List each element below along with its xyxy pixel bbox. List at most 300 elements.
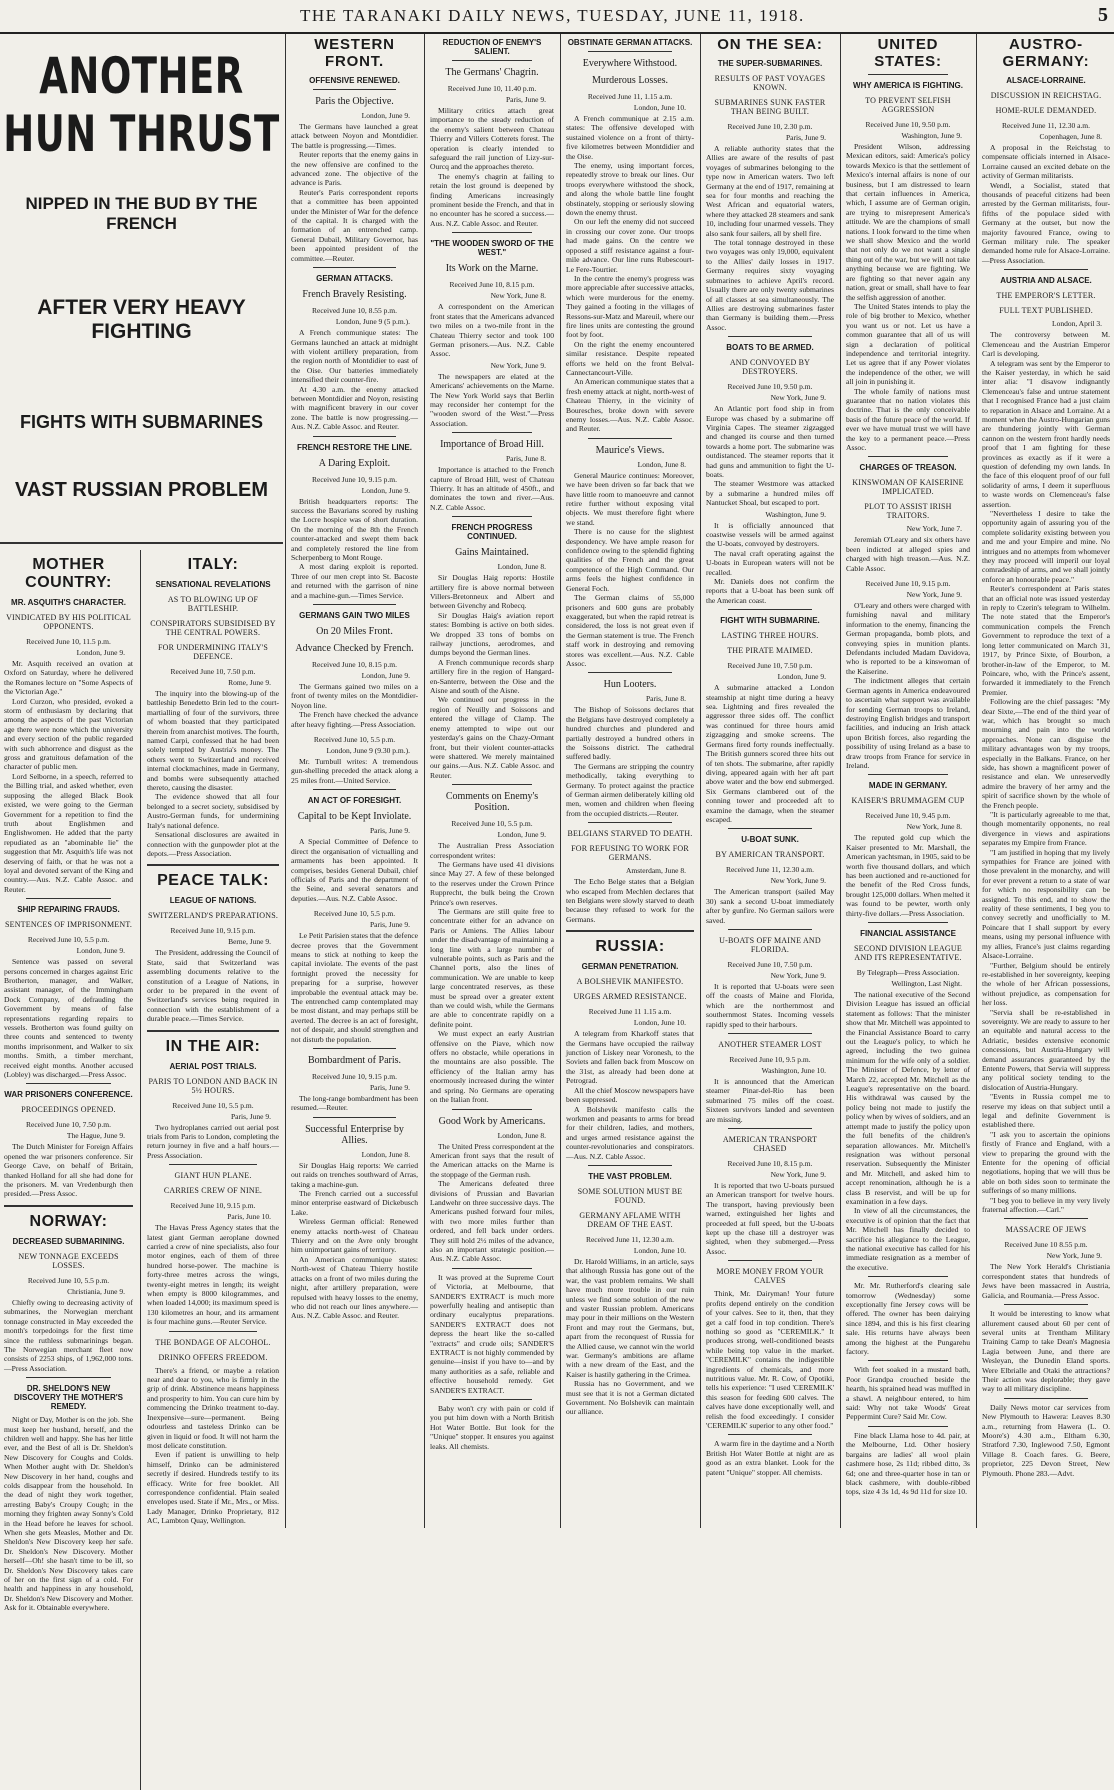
divider: [728, 1128, 812, 1129]
received-line: Received June 10, 2.30 p.m.: [727, 122, 813, 131]
article-subheading: CONSPIRATORS SUBSIDISED BY THE CENTRAL POWERS.: [150, 619, 276, 637]
column-heading: UNITED STATES:: [874, 36, 942, 70]
article-heading: U-BOAT SUNK.: [741, 835, 799, 845]
received-line: Received June 10, 5.5 p.m.: [172, 1100, 254, 1110]
article-paragraph: "Nevertheless I desire to take the opportunity again of assuring you of the complete solidarity existing between you and me and your Empire and mine. No intrigues and no attempts from whomever they may proceed will imperil our loyal comradeship of arms, and we shall jointly enforce an honourable peace.": [982, 509, 1110, 584]
article-paragraph: Reuter reports that the enemy gains in the new offensive are confined to the advanced zone. The objective of the advance is Paris.: [291, 150, 418, 188]
article-subheading: KAISER'S BRUMMAGEM CUP: [851, 796, 965, 806]
article-heading: OFFENSIVE RENEWED.: [309, 76, 400, 85]
dateline: London, June 9.: [361, 485, 410, 495]
article-subheading: URGES ARMED RESISTANCE.: [573, 992, 687, 1002]
dateline: Paris, June 8.: [646, 694, 686, 704]
dateline: The Hague, June 9.: [66, 1131, 125, 1141]
dateline: New York, June 9.: [1046, 1251, 1102, 1261]
article-paragraph: The whole family of nations must guarantee that no nation violates this doctrine. That is the only conceivable basis of the future peace of the world. If ever we have mutual trust we will have the key to a permanent peace.—Press Assoc.: [846, 386, 970, 452]
article-subheading: The Germans' Chagrin.: [445, 67, 539, 78]
article-heading: Bombardment of Paris.: [307, 1055, 402, 1066]
article-paragraph: The long-range bombardment has been resumed.—Reuter.: [291, 1094, 418, 1113]
article-heading: U-BOATS OFF MAINE AND FLORIDA.: [719, 935, 821, 954]
section-heading: MOTHER COUNTRY:: [25, 556, 112, 591]
column-heading: WESTERN FRONT.: [314, 36, 395, 70]
divider: [1004, 1218, 1088, 1219]
article-paragraph: Mr. Turnbull writes: A tremendous gun-shelling preceded the attack along a 25 miles front.—United Service.: [291, 757, 418, 785]
dateline: London, June 8.: [361, 1149, 410, 1159]
article-heading: GIANT HUN PLANE.: [174, 1171, 252, 1181]
advert-text: Fine black Llama hose to 4d. pair, at the Melbourne, Ltd. Other hosiery bargains are ladies' all wool plain cashmere hose, 2s 11d; ribbed ditto, 3s 6d; one and three-quarter hose in tan or black cashmere, with double-ribbed tops, size 4 3s 1d, 4s 9d 11d for size 10.: [846, 1430, 970, 1497]
divider: [588, 1165, 672, 1166]
article-paragraph: Sir Douglas Haig's aviation report states: Bombing is active on both sides. We dropped 33 tons of bombs on railway junctions, aerodromes, and dumps beyond the German lines.: [430, 610, 554, 658]
article-heading: Successful Enterprise by Allies.: [305, 1123, 404, 1146]
article-heading: WHY AMERICA IS FIGHTING.: [853, 81, 963, 90]
divider: [868, 456, 948, 457]
article-paragraph: At 4.30 a.m. the enemy attacked between Montdidier and Noyon, resisting with magnificent bravery in our cover zone. The battle is now progressing.—Aus. N.Z. Cable Assoc. and Reuter.: [291, 384, 418, 432]
article-paragraph: Reuter's Paris correspondent reports that a committee has been appointed under the Minister of War for the defence of the capital. It is charged with the formation of an entrenched camp. General Dubail, Military Governor, has been appointed president of the committee.—Reuter.: [291, 187, 418, 263]
masthead: [0, 0, 1114, 30]
article-paragraph: The Germans are still quite free to concentrate either for an advance on Paris or Amiens. The Allies labour under the disadvantage of maintaining a long line with a large number of vulnerable points, such as Paris and the Channel ports, also the lines of communication. We are unable to keep large concentrated reserves, as these must be spread over a greater extent than we could wish, while the Germans are able to concentrate rapidly on a definite point.: [430, 906, 554, 1029]
article-subheading: RESULTS OF PAST VOYAGES KNOWN.: [714, 74, 826, 92]
received-line: Received June 10, 5.5 p.m.: [27, 1275, 110, 1285]
column-heading: AUSTRO-GERMANY:: [1002, 36, 1090, 70]
received-line: Received June 10, 7.50 p.m.: [727, 661, 813, 671]
article-subheading: Paris the Objective.: [315, 96, 394, 107]
received-line: Received June 10, 9.50 p.m.: [865, 120, 951, 129]
received-line: Received June 10, 7.50 p.m.: [170, 667, 256, 676]
dateline: Amsterdam, June 8.: [626, 866, 686, 876]
divider: [728, 828, 812, 829]
article-heading: GERMANS GAIN TWO MILES: [299, 611, 410, 621]
article-paragraph: A reliable authority states that the Allies are aware of the results of past voyages of submarines belonging to the type now in American waters. Two left Germany at the end of 1917, remaining at sea for four months and reaching the West African and equatorial waters, where they attacked 28 steamers and sank 10, including four unarmed vessels. They also sank four sailers, all by shell fire.: [706, 144, 834, 238]
divider: [26, 1083, 111, 1084]
received-line: Received June 10, 9.5 p.m.: [729, 1055, 811, 1064]
dateline: Washington, June 9.: [765, 509, 826, 519]
dateline: London, June 8.: [637, 459, 686, 469]
divider: [1004, 1304, 1088, 1305]
section-heading: ITALY:: [187, 556, 239, 573]
newspaper-title: THE TARANAKI DAILY NEWS, TUESDAY, JUNE 11, 1918.: [300, 6, 805, 25]
section-heading: PEACE TALK:: [157, 872, 269, 890]
dateline: New York, June 8.: [490, 291, 546, 301]
received-line: Received June 11, 1.15 a.m.: [587, 92, 673, 101]
article-paragraph: A French communique at 2.15 a.m. states: The offensive developed with sustained violence on a front of thirty-five kilometres between Montdidier and the Oise.: [566, 114, 694, 161]
divider: [728, 1434, 812, 1435]
article-paragraph: The naval craft operating against the U-boats in European waters will not be recalled.: [706, 548, 834, 577]
subcolumn-left: [0, 550, 137, 1780]
column-divider: [976, 34, 977, 1528]
article-subheading: PLOT TO ASSIST IRISH TRAITORS.: [864, 502, 952, 521]
advert-text: Baby won't cry with pain or cold if you put him down with a North British Hot Water Bottle. But look for the "Unique" stopper. It ensures you against leaks. All chemists.: [430, 1404, 554, 1451]
local-notice: It would be interesting to know what allurement caused about 60 per cent of several units at Trentham Military Training Camp to take Dean's Magnesia Lagia between June, and there are Wesleyan, the Dunedin Eland sports. Were Elbrialle and Otaki the attractions? Their action was deplorable; they gave way to all military discipline.: [982, 1309, 1110, 1394]
article-paragraph: Sentence was passed on several persons concerned in charges against Eric Brotherton, manager, and Walker, assistant manager, of the Immingham Dock Company, of defrauding the Government by means of false representations regarding repairs to vessels. Brotherton was found guilty on three counts and sentenced to twenty months imprisonment, and Walker to six months. Smith, a timber merchant, received eight months. Another accused (Lobley) was discharged.—Press Assoc.: [4, 957, 133, 1080]
advert-text: A warm fire in the daytime and a North British Hot Water Bottle at night are as good as an extra blanket. Look for the patent "Unique" stopper. All chemists.: [706, 1439, 834, 1477]
article-subheading: THE PIRATE MAIMED.: [727, 646, 813, 656]
article-paragraph: Sensational disclosures are awaited in connection with the gunpowder plot at the depots.—Press Association.: [147, 830, 279, 858]
divider: [868, 774, 948, 775]
article-paragraph: The controversy between M. Clemenceau and the Austrian Emperor Carl is developing.: [982, 330, 1110, 359]
divider: [26, 1377, 111, 1378]
article-paragraph: A French communique states: The Germans launched an attack at midnight with violent artillery preparation, from the region north of Montdidier to east of the Oise. Our batteries immediately intensified their counter-fire.: [291, 328, 418, 385]
page-number: 5: [1098, 4, 1108, 26]
headline-deck: FIGHTS WITH SUBMARINES: [20, 412, 263, 432]
main-headline: ANOTHER HUN THRUST: [3, 46, 280, 164]
article-paragraph: Sir Douglas Haig reports: Hostile artillery fire is above normal between Villers-Bretonneux and Albert and between Givenchy and Robecq.: [430, 573, 554, 611]
advert-heading: MORE MONEY FROM YOUR CALVES: [716, 1267, 824, 1286]
column-divider: [700, 34, 701, 1528]
divider: [1004, 1398, 1088, 1399]
article-paragraph: A most daring exploit is reported. Three of our men crept into St. Bacoste and returned with the garrison of nine and a machine-gun.—Times Service.: [291, 562, 418, 600]
article-subheading: SOME SOLUTION MUST BE FOUND.: [577, 1186, 683, 1205]
article-heading: Importance of Broad Hill.: [440, 439, 544, 451]
dateline: Paris, June 9.: [231, 1111, 271, 1121]
article-subheading: PROCEEDINGS OPENED.: [21, 1105, 116, 1115]
article-paragraph: A Bolshevik manifesto calls the workmen and peasants to arms for bread for their children, ladies, and mothers, and urges armed resistance against the counter-revolutionaries and conspirators.—Aus. N.Z. Cable Assoc.: [566, 1104, 694, 1161]
column-divider: [424, 34, 425, 1528]
received-line: Received June 10, 9.15 p.m.: [170, 926, 256, 936]
article-heading: AUSTRIA AND ALSACE.: [1000, 276, 1092, 286]
article-heading: WAR PRISONERS CONFERENCE.: [4, 1090, 133, 1100]
dateline: London, June 9 (9.30 p.m.).: [326, 746, 410, 756]
advert-text: With feet soaked in a mustard bath, Poor Grandpa crouched beside the hearth, his sprained head was muffled in a shawl. A neighbour entered, to him said: Why not take Woods' Great Peppermint Cure? Said Mr. Cow.: [846, 1365, 970, 1422]
article-heading: Hun Looters.: [603, 679, 657, 691]
column-divider: [285, 34, 286, 1528]
column-6: [842, 36, 974, 1526]
article-subheading: Advance Checked by French.: [295, 643, 414, 655]
article-paragraph: Mr. Daniels does not confirm the reports that a U-boat has been sunk off the American coast.: [706, 577, 834, 605]
received-line: Received June 10, 9.15 p.m.: [312, 474, 397, 484]
article-paragraph: The total tonnage destroyed in these two voyages was only 19,000, equivalent to the Allies' daily losses in 1917. Germany requires sixty voyaging submarines to achieve April's record. Usually there are only twenty submarines of all classes at sea simultaneously. The Allies are destroying submarines faster than Germany is building them.—Press Assoc.: [706, 238, 834, 332]
column-1: [0, 36, 283, 1613]
article-subheading: FOR UNDERMINING ITALY'S DEFENCE.: [158, 643, 268, 661]
article-paragraph: The French have checked the advance after heavy fighting.—Press Association.: [291, 710, 418, 729]
article-paragraph: Chiefly owing to decreasing activity of submarines, the Norwegian merchant tonnage constructed in May exceeded the month's torpedoings for the first time since the ruthless submarinings began. The Norwegian merchant fleet now consists of 2253 ships, of 1,962,000 tons.—Press Association.: [4, 1297, 133, 1373]
article-subheading: LASTING THREE HOURS.: [721, 631, 819, 641]
section-heading: RUSSIA:: [595, 938, 665, 956]
divider: [147, 1030, 279, 1032]
article-subheading: TO PREVENT SELFISH AGGRESSION: [865, 96, 951, 114]
divider: [313, 436, 396, 437]
article-paragraph: The Dutch Minister for Foreign Affairs opened the war prisoners conference. Sir George Cave, on behalf of Britain, thanked Holland for all she had done for the prisoners. M. van Vredenburgh then presided.—Press Assoc.: [4, 1142, 133, 1199]
article-paragraph: Military critics attach great importance to the steady reduction of the enemy's salient between Chateau Thierry and Villers Cotterets forest. The operation is clearly intended to safeguard the rail junction of Lizy-sur-Ourcq and the approaches thereto.: [430, 106, 554, 172]
article-paragraph: "I beg you to believe in my very lively fraternal affection.—Carl.": [982, 1195, 1110, 1215]
dateline: Paris, June 9.: [370, 826, 410, 836]
received-line: Received June 10, 11.5 p.m.: [26, 637, 111, 646]
article-paragraph: Russia has no Government, and we must see that it is not a German dictated Government. No Bolshevik can maintain our alliance.: [566, 1379, 694, 1417]
article-heading: MASSACRE OF JEWS: [1005, 1225, 1087, 1235]
article-paragraph: The enemy's chagrin at failing to retain the lost ground is deepened by finding Americans increasingly prominent beside the French, and that in no encounter has he scored a success.—Aus. N.Z. Cable Assoc. and Reuter.: [430, 171, 554, 228]
article-heading: FRENCH PROGRESS CONTINUED.: [451, 523, 533, 542]
article-paragraph: General Maurice continues: Moreover, we have been driven so far back that we have little room to manoeuvre and cannot retire further without exposing vital objects. We must therefore fight where we stand.: [566, 470, 694, 527]
dateline: Paris, June 9.: [370, 920, 410, 930]
advert-heading: THE BONDAGE OF ALCOHOL.: [155, 1337, 271, 1347]
advert-subheading: DRINKO OFFERS FREEDOM.: [158, 1352, 268, 1362]
dateline: London, June 10.: [633, 1245, 686, 1255]
article-heading: FRENCH RESTORE THE LINE.: [297, 442, 412, 452]
article-paragraph: The inquiry into the blowing-up of the battleship Benedetto Brin led to the court-martialling of four of the survivors, three of whom boasted that they participated therein from anarchist motives. The fourth, named Carpi, confessed that he had been solely tempted by Austria's money. The others went to Switzerland and received internal clockmachines, made in Germany, and bombs were subsequently attached thereto, causing the disaster.: [147, 689, 279, 793]
divider: [313, 1117, 396, 1118]
received-line: Received June 11, 12.30 a.m.: [1001, 121, 1091, 130]
received-line: Received June 10, 5.5 p.m.: [27, 935, 110, 945]
divider: [868, 1426, 948, 1427]
dateline: Berne, June 9.: [228, 937, 271, 947]
byline: By Telegraph—Press Association.: [856, 968, 960, 977]
article-paragraph: The newspapers are elated at the Americans' achievements on the Marne. The New York World says that Berlin may reconsider her contempt for the "wooden sword of the West."—Press Association.: [430, 371, 554, 428]
article-paragraph: The Germans have used 41 divisions since May 27. A few of these belonged to the reserves under the Crown Prince Rupprecht, the bulk being the Crown Prince's own reserves.: [430, 859, 554, 907]
article-heading: THE VAST PROBLEM.: [588, 1171, 672, 1181]
headline-deck: VAST RUSSIAN PROBLEM: [15, 479, 268, 501]
column-divider: [560, 34, 561, 1528]
article-heading: LEAGUE OF NATIONS.: [169, 896, 257, 906]
article-subheading: SECOND DIVISION LEAGUE AND ITS REPRESENTATIVE.: [854, 944, 962, 962]
dateline: London, June 8.: [497, 1130, 546, 1140]
advert-text: Think, Mr. Dairyman! Your future profits depend entirely on the condition of your calves. See to it, then, that they get a calf food in top condition. There's nothing so good as "CEREMILK." It produces strong, well-conditioned beasts while being top value in the market. "CEREMILK" contains the indigestible ingredients of chemicals, and more nutritious value. Mr. R. Cow, of Opotiki, tells his experience: "I used 'CEREMILK' this season for feeding 600 calves. The calves have done exceptionally well, and relish the food exceedingly. I consider 'CEREMILK' superior to any other food.": [706, 1289, 834, 1430]
received-line: Received June 11, 12.30 a.m.: [725, 865, 815, 875]
divider: [313, 267, 396, 268]
article-paragraph: An American communique states that a fresh enemy attack at night, north-west of Chateau Thierry, in the vicinity of Bouresches, broke down with severe enemy losses.—Aus. N.Z. Cable Assoc. and Reuter.: [566, 377, 694, 434]
dateline: London, June 9.: [777, 672, 826, 682]
divider: [147, 864, 279, 866]
article-heading: GERMAN ATTACKS.: [316, 274, 393, 284]
article-subheading: A BOLSHEVIK MANIFESTO.: [576, 977, 684, 987]
divider: [452, 1109, 532, 1110]
received-line: Received June 11 1.15 a.m.: [588, 1007, 672, 1017]
article-heading: THE SUPER-SUBMARINES.: [717, 59, 823, 68]
article-heading: OBSTINATE GERMAN ATTACKS.: [567, 38, 693, 47]
article-paragraph: In the centre the enemy's progress was more appreciable after successive attacks, which were murderous for the enemy. They gained a footing in the villages of Ressons-sur-Matz and Mareuil, where our fire lines units are contesting the ground foot by foot.: [566, 273, 694, 340]
article-paragraph: It is announced that the American steamer Pinar-del-Rio has been submarined 75 miles off the coast. Sixteen survivors landed and seventeen are missing.: [706, 1077, 834, 1124]
divider: [1004, 269, 1088, 270]
article-subheading: Capital to be Kept Inviolate.: [297, 811, 412, 823]
divider: [868, 1276, 948, 1277]
article-subheading: FOR REFUSING TO WORK FOR GERMANS.: [571, 844, 689, 863]
advert-text: Daily News motor car services from New Plymouth to Hawera: Leaves 8.30 a.m., returning from Hawera (L. O. Moore's) 4.30 a.m., Eltham 6.30, Stratford 7.30, Inglewood 7.50, Egmont Village 8. Coach fares. G. Beere, proprietor, 225 Devon Street, New Plymouth. Phone 283.—Advt.: [982, 1402, 1110, 1478]
divider: [452, 232, 532, 233]
divider: [588, 438, 672, 439]
dateline: Wellington, Last Night.: [891, 979, 962, 988]
dateline: Washington, June 9.: [901, 131, 962, 140]
article-paragraph: Wendl, a Socialist, stated that thousands of peaceful citizens had been arrested by the German militarists, four-fifths of the populace sided with Germany at the outset, but now the majority favoured France, owing to German military rule. The speaker demanded home rule for Alsace-Lorraine.—Press Association.: [982, 180, 1110, 265]
article-paragraph: The Australian Press Association correspondent writes:: [430, 841, 554, 860]
article-paragraph: The Havas Press Agency states that the latest giant German aeroplane downed carried a crew of nine specialists, also four motor engines, each of them of three hundred horse-power. The machine is forty-three metres across the wings, twenty-eight metres in length; its weight when empty is 8000 kilogrammes, and when loaded 14,000; its maximum speed is 130 kilometres an hour, and its armament is four machine guns.—Reuter Service.: [147, 1223, 279, 1327]
dateline: London, June 8.: [497, 562, 546, 572]
dateline: New York, June 8.: [906, 822, 962, 832]
article-heading: SENSATIONAL REVELATIONS: [155, 580, 271, 589]
column-5: [702, 36, 838, 1526]
dateline: London, June 9.: [497, 830, 546, 840]
article-heading: AERIAL POST TRIALS.: [169, 1061, 257, 1071]
article-paragraph: Dr. Harold Williams, in an article, says that although Russia has gone out of the war, the vast problem remains. We shall have much more trouble in our ruin unless we find some solution of the new and vaster Russian problem. Americans may pour in their millions on the Western Front and may rout the Germans, but, apart from the reconquest of Russia for the Allied cause, we cannot win the world war. Germany's ambitions are aflame with a new dream of the East, and the Kaiser is hastily gathering in the Crimea.: [566, 1256, 694, 1379]
article-subheading: SWITZERLAND'S PREPARATIONS.: [147, 911, 279, 921]
divider: [26, 898, 111, 899]
article-subheading: SENTENCES OF IMPRISONMENT.: [4, 920, 133, 930]
article-paragraph: The German claims of 55,000 prisoners and 600 guns are probably exaggerated, but when the rapid retreat is considered, the loss is not great even if the German statement is true. The French staff work in destroying and removing stores was excellent.—Aus. N.Z. Cable Assoc.: [566, 593, 694, 668]
advert-text: Even if patient is unwilling to help himself, Drinko can be administered secretly if desired. Hundreds testify to its efficacy. Write for free booklet. All correspondence confidential. Plain sealed envelopes used. State if Mr., Mrs., or Miss. Lady Manager, Drinko Proprietary, 812 AC, Lambton Quay, Wellington.: [147, 1450, 279, 1526]
article-paragraph: The Germans have launched a great attack between Noyon and Montdidier. The battle is progressing.—Times.: [291, 122, 418, 150]
advert-text: Night or Day, Mother is on the job. She must keep her husband, herself, and the children well and happy. She has her little ever, and the Best of all is Dr. Sheldon's New Discovery for Coughs and Colds. When Mother aught with Dr. Sheldon's New Discovery in her hand, coughs and colds disappear from the household. In the dead of night they work together, arresting Baby's Croupy Cough; in the morning they frighten away Sonny's Cold in the Head before he leaves for school. When she gets Measles, Mother and Dr. Sheldon's New Discovery keep her safe. Dr. Sheldon's New Discovery. Mother herself—Oh! she hasn't time to be ill, so Dr. Sheldon's New Discovery takes care of her on the first sign of a cold. For health and happiness in any household, Dr. Sheldon's New Discovery and Mother. Ask for it. Obtainable everywhere.: [4, 1415, 133, 1613]
article-subheading: HOME-RULE DEMANDED.: [995, 106, 1097, 115]
article-paragraph: "It is particularly agreeable to me that, though momentarily opponents, no real divergence in views and aspirations separates my Empire from France.: [982, 810, 1110, 848]
article-subheading: THE EMPEROR'S LETTER.: [996, 291, 1096, 301]
article-paragraph: Reuter's correspondent at Paris states that an official note was issued yesterday in reply to Czerin's telegram to Wilhelm. The note stated that the Emperor's communication compels the French Government to reproduce the text of a long letter communicated on March 31, 1917, by Prince Sixte, of Bourbon, a brother-in-law of the Emperor, to M. Poincare, who, with the Prince's assent, forwarded it immediately to the French Premier.: [982, 584, 1110, 697]
dateline: New York, June 9.: [770, 393, 826, 403]
article-paragraph: "I ask you to ascertain the opinions firstly of France and England, with a view to preparing the ground with the Entente for the opening of official negotiations, hoping that we will thus be able on both sides soon to terminate the sufferings of so many millions.: [982, 1129, 1110, 1196]
section-heading: IN THE AIR:: [165, 1037, 261, 1055]
article-paragraph: The Bishop of Soissons declares that the Belgians have destroyed completely a hundred churches and plundered and partially destroyed a hundred others in the Soissons district. The cathedral suffered badly.: [566, 705, 694, 762]
article-heading: BELGIANS STARVED TO DEATH.: [567, 829, 693, 839]
article-paragraph: Two hydroplanes carried out aerial post trials from Paris to London, completing the return journey in five and a half hours.—Press Association.: [147, 1122, 279, 1160]
article-paragraph: The Echo Belge states that a Belgian who escaped from Mechlen declares that ten Belgians were slowly starved to death because they refused to work for the Germans.: [566, 877, 694, 924]
received-line: Received June 10, 9.15 p.m.: [865, 579, 951, 589]
received-line: Received June 10, 8.15 p.m.: [312, 660, 397, 670]
column-heading: ON THE SEA:: [717, 36, 823, 53]
article-heading: GERMAN PENETRATION.: [581, 962, 679, 972]
section-heading: NORWAY:: [29, 1212, 108, 1230]
article-subheading: Murderous Losses.: [591, 75, 669, 86]
received-line: Received June 10, 8.15 p.m.: [727, 1159, 813, 1169]
article-heading: SHIP REPAIRING FRAUDS.: [17, 905, 120, 915]
divider: [588, 672, 672, 673]
dateline: Copenhagen, June 8.: [1039, 132, 1102, 141]
dateline: Paris, June 9.: [506, 95, 546, 104]
article-heading: DECREASED SUBMARINING.: [12, 1236, 125, 1246]
article-paragraph: A telegram was sent by the Emperor to the Kaiser yesterday, in which he said inter alia: "I disavow indignantly Clemenceau's false and untrue statement that I recognised France had a just claim to reparation in Alsace and Lorraine. At a moment when the Austro-Hungarian guns are thundering jointly with German cannon on the western front hardly needs proof that I am fighting for these provinces as exactly as if it were a question of defending my own lands. In the face of this eloquent proof of our full solidarity of arms, I deem it superfluous to waste words on Clemenceau's false assertion.: [982, 358, 1110, 509]
article-paragraph: Lord Selborne, in a speech, referred to the Billing trial, and asked whether, even supposing the alleged Black Book existed, we were going to the German Government for a repetition to find the truth about Englishmen and Englishwomen. He added that the party repudiated as an "abominable lie" the suggestion that Mr. Asquith's life was not deserving of faith, or that he was not a loyal and devoted servant of the King and country.—Aus. N.Z. Cable Assoc. and Reuter.: [4, 771, 133, 894]
advert-text: It was proved at the Supreme Court of Victoria, at Melbourne, that SANDER'S EXTRACT is much more powerfully healing and antiseptic than ordinary eucalyptus preparations. SANDER'S EXTRACT does not depress the heart like the so-called "extracts" and crude oils; SANDER'S EXTRACT is not highly commended by genuine—insist if you have to—and by many authorities as a safe, reliable and effective household remedy. Get SANDER'S EXTRACT.: [430, 1272, 554, 1395]
article-subheading: NEW TONNAGE EXCEEDS LOSSES.: [18, 1251, 119, 1270]
article-paragraph: Le Petit Parisien states that the defence decree proves that the Government means to stick at nothing to keep the capital inviolate. The events of the past fortnight proved the necessity for preparing for a surprise, however improbable the eventual attack may be. The entrenched camp contemplated may be most distant, and may perhaps still be averted. The decree is an act of foresight, not of despair, and should strengthen and not disturb the population.: [291, 931, 418, 1044]
dateline: London, April 3.: [1052, 319, 1102, 329]
article-subheading: GERMANY AFLAME WITH DREAM OF THE EAST.: [579, 1210, 681, 1229]
article-paragraph: The French carried out a successful minor enterprise eastward of Dickebusch Lake.: [291, 1189, 418, 1217]
column-divider: [840, 34, 841, 1528]
dateline: Paris, June 8.: [506, 454, 546, 464]
article-heading: AN ACT OF FORESIGHT.: [307, 796, 402, 806]
article-paragraph: An American communique states: North-west of Chateau Thierry hostile attacks on a front of two miles during the night, after artillery preparation, were repulsed with heavy losses to the enemy, who did not reach our lines anywhere.—Aus. N.Z. Cable Assoc. and Reuter.: [291, 1254, 418, 1321]
received-line: Received June 10, 8.15 p.m.: [449, 280, 535, 290]
article-subheading: KINSWOMAN OF KAISERINE IMPLICATED.: [852, 478, 964, 497]
received-line: Received June 10, 5.5 p.m.: [451, 819, 533, 829]
divider: [452, 784, 532, 785]
article-heading: CHARGES OF TREASON.: [859, 463, 957, 473]
article-paragraph: A French communique records sharp artillery fire in the region of Hangard-en-Santerre, between the Oise and the Aisne and south of the Aisne.: [430, 657, 554, 696]
article-paragraph: The United States intends to play the role of big brother to Mexico, whether you want us or not. Let us have a common guarantee that all of us will sign a declaration of political independence and territorial integrity. Let us agree that if any Power violates the independence of the other, we will all join in punishing it.: [846, 301, 970, 387]
received-line: Received June 10, 9.15 p.m.: [312, 1072, 397, 1081]
received-line: Received June 10, 9.15 p.m.: [170, 1201, 256, 1211]
divider: [868, 922, 948, 923]
column-divider: [140, 550, 141, 1790]
column-3: [426, 36, 558, 1526]
article-subheading: AND CONVOYED BY DESTROYERS.: [729, 358, 811, 377]
article-paragraph: Importance is attached to the French capture of Broad Hill, west of Chateau Thierry. It has an altitude of 450ft., and dominates the town and river.—Aus. N.Z. Cable Assoc.: [430, 465, 554, 512]
article-subheading: French Bravely Resisting.: [302, 289, 407, 301]
dateline: London, June 9.: [361, 671, 410, 681]
article-paragraph: It is reported that two U-boats pursued an American transport for twelve hours. The transport, having previously been warned, extinguished her lights and proceeded at full speed, but the U-boats kept up the chase till a destroyer was sighted, when they submerged.—Press Assoc.: [706, 1181, 834, 1256]
divider: [566, 930, 694, 932]
article-subheading: On 20 Miles Front.: [316, 626, 393, 638]
article-paragraph: Sir Douglas Haig reports: We carried out raids on trenches southward of Arras, taking a machine-gun.: [291, 1160, 418, 1189]
article-heading: REDUCTION OF ENEMY'S SALIENT.: [442, 38, 542, 56]
article-subheading: FULL TEXT PUBLISHED.: [999, 306, 1093, 316]
article-heading: MR. ASQUITH'S CHARACTER.: [11, 598, 126, 607]
article-heading: ALSACE-LORRAINE.: [1006, 76, 1086, 85]
top-rule: [0, 32, 1114, 34]
divider: [169, 1331, 257, 1332]
article-paragraph: Lord Curzon, who presided, evoked a storm of enthusiasm by declaring that among the aspects of the past Victorian age there were none which the university and every section of the public regarded with such abhorrence and disgust as the gross and gratuitous defamation of the character of public men.: [4, 696, 133, 772]
article-paragraph: "Servia shall be re-established in sovereignty. We are ready to assure to her an equitable and natural access to the Adriatic, besides extensive economic concessions, but Austria-Hungary will demand assurances guaranteed by the Entente Powers, that Servia will suppress any political society tending to the dislocation of Austria-Hungary.: [982, 1007, 1110, 1092]
article-subheading: DISCUSSION IN REICHSTAG.: [990, 91, 1102, 100]
article-paragraph: The reputed gold cup which the Kaiser presented to Mr. Marshall, the American yachtsman, in 1905, said to be worth five thousand dollars, and which has been auctioned and re-auctioned for the benefit of the Red Cross funds, brought 125,000 dollars. When melted it was found to be pewter, worth only thirty-five dollars.—Press Association.: [846, 833, 970, 918]
received-line: Received June 10, 9.50 p.m.: [727, 382, 813, 392]
divider: [313, 789, 396, 790]
dateline: London, June 10.: [633, 103, 686, 112]
article-heading: Comments on Enemy's Position.: [445, 791, 539, 814]
article-paragraph: A Special Committee of Defence to direct the organisation of victualling and armaments has been appointed. It comprises, besides General Dubail, chief officials of Paris and the department of the Seine, and several senators and deputies.—Aus. N.Z. Cable Assoc.: [291, 837, 418, 903]
article-paragraph: On our left the enemy did not succeed in crossing our cover zone. Our troops had made gains. On the centre we opposed a stiff resistance against a four-mile advance. Our line runs Rubescourt-Le Fere-Tourtier.: [566, 217, 694, 274]
article-paragraph: A correspondent on the American front states that the Americans advanced two miles on a two-mile front in the Chateau Thierry sector and took 100 German prisoners.—Aus. N.Z. Cable Assoc.: [430, 302, 554, 359]
article-paragraph: The New York Herald's Christiania correspondent states that hundreds of Jews have been massacred in Austria, Galicia, and Roumania.—Press Assoc.: [982, 1262, 1110, 1300]
article-heading: "THE WOODEN SWORD OF THE WEST.": [430, 239, 554, 258]
article-paragraph: A telegram from Kharkoff states that the Germans have occupied the railway junction of Liskey near Voronesh, to the Soviets and fallen back from Moscow on the 31st, as already had been done at Petrograd.: [566, 1029, 694, 1086]
divider: [728, 929, 812, 930]
divider: [169, 1164, 257, 1165]
article-paragraph: The President, addressing the Council of State, said that Switzerland was assembling documents relative to the constitution of a League of Nations, in order to be prepared in the event of Switzerland's services being required in connection with the establishment of a durable peace.—Times Service.: [147, 948, 279, 1024]
article-heading: FIGHT WITH SUBMARINE.: [720, 616, 820, 626]
local-notice: Mr. Mr. Rutherford's clearing sale tomorrow (Wednesday) some exceptionally fine Jersey cows will be offered. The owner has been dairying since 1894, and this is his first clearing sale. His returns have always been among the highest at the Pungarehu factory.: [846, 1281, 970, 1357]
article-paragraph: There is no cause for the slightest despondency. We have ample reason for confidence owing to the splendid fighting qualities of the French and the great competence of the High Command. Our arms feels the highest confidence in General Foch.: [566, 527, 694, 593]
column-7: [978, 36, 1114, 1526]
received-line: Received June 11, 12.30 a.m.: [585, 1234, 675, 1244]
article-paragraph: The evidence showed that all four belonged to a secret society, subsidised by Austro-German funds, for undermining Italy's national defence.: [147, 792, 279, 830]
divider: [868, 74, 948, 75]
dateline: Washington, June 10.: [761, 1066, 826, 1075]
advert-text: There's a friend, or maybe a relation near and dear to you, who is firmly in the grip of drink. Abstinence means happiness and prosperity to him. You can cure him by commencing the Drinko treatment to-day. Inexpensive—sure—permanent. Being odourless and tasteless Drinko can be given in liquid or food. It will not harm the most delicate constitution.: [147, 1365, 279, 1450]
dateline: London, June 9 (5 p.m.).: [335, 317, 410, 327]
article-paragraph: O'Leary and others were charged with furnishing naval and military information to the enemy, financing the German propaganda, bomb plots, and conveying spies in munition plants. Defendants included Madam Davidova, who is reported to be a kinswoman of the Kaiserine.: [846, 601, 970, 676]
article-paragraph: "Further, Belgium should be entirely re-established in her sovereignty, keeping the whole of her African possessions, without prejudice, as compensation for her loss.: [982, 960, 1110, 1008]
divider: [728, 336, 812, 337]
article-paragraph: President Wilson, addressing Mexican editors, said: America's policy towards Mexico is that the settlement of Mexico's internal affairs is none of our business, but I am distressed to learn that certain influences in America, which, I assume are of German origin, are trying to misrepresent America's attitude. We are the champions of small nations. I look forward to the time when we shall show Mexico and the world that not only do we not want a single thing out of the war, but we will not take anything because we are fighting. We are fighting so that never again any nation, great or small, shall have to fear the selfish aggression of another.: [846, 142, 970, 302]
article-paragraph: The United Press correspondent at the American front says that the result of the American attacks on the Marne is the stoppage of the German rush.: [430, 1141, 554, 1179]
dateline: Christiania, June 9.: [67, 1286, 125, 1296]
dateline: London, June 9.: [361, 111, 410, 120]
dateline: Paris, June 9.: [786, 133, 826, 142]
received-line: Received June 10, 11.40 p.m.: [447, 84, 537, 93]
headline-deck: NIPPED IN THE BUD BY THE FRENCH: [25, 194, 258, 233]
article-paragraph: The Americans defeated three divisions of Prussian and Bavarian Landwehr on three successive days. The Americans pushed forward four miles, with two more miles further than ordered, and fell back under orders. They still hold 2½ miles of the advance, also an important strategic position.—Aus. N.Z. Cable Assoc.: [430, 1179, 554, 1264]
article-subheading: BY AMERICAN TRANSPORT.: [715, 850, 825, 860]
dateline: New York, June 9.: [770, 876, 826, 886]
received-line: Received June 10 8.55 p.m.: [1004, 1240, 1088, 1250]
divider: [313, 604, 396, 605]
article-paragraph: Jeremiah O'Leary and six others have been indicted at alleged spies and charged with high treason.—Aus. N.Z. Cable Assoc.: [846, 535, 970, 573]
dateline: New York, June 7.: [906, 524, 962, 534]
article-heading: Maurice's Views.: [595, 444, 665, 456]
divider: [4, 1205, 133, 1207]
divider: [728, 1260, 812, 1261]
headline-deck: AFTER VERY HEAVY FIGHTING: [37, 296, 246, 343]
article-subheading: Everywhere Withstood.: [582, 58, 678, 69]
dateline: London, June 9.: [76, 648, 125, 657]
column-4: [562, 36, 698, 1526]
dateline: Rome, June 9.: [228, 678, 271, 687]
article-paragraph: The indictment alleges that certain German agents in America endeavoured to ascertain what support was available for sending German troops to Ireland, destroying English bridges and transport facilities, and inducing an Irish attack upon British forces, also regarding the possibility of using Ireland as a base to draw troops from France for service in Ireland.: [846, 676, 970, 770]
dateline: New York, June 9.: [770, 970, 826, 980]
article-paragraph: We continued our progress in the region of Neuilly and Soissons and entered the village of Clamp. The enemy attempted to wipe out our yesterday's gains on the Chazy-Ormant front, but their violent counter-attacks were shattered. We merely maintained our gains.—Aus. N.Z. Cable Assoc. and Reuter.: [430, 695, 554, 780]
article-heading: Good Work by Americans.: [438, 1115, 546, 1127]
divider: [728, 609, 812, 610]
article-paragraph: An Atlantic port food ship in from Europe was chased by a submarine off Virginia Capes. The steamer zigzagged and changed its course and then turned towards a home port. The submarine was outdistanced. The steamer reports that it had guns and ammunition to fight the U-boats.: [706, 404, 834, 479]
received-line: Received June 10, 5.5 p.m.: [313, 909, 396, 919]
divider: [868, 1360, 948, 1361]
article-subheading: A Daring Exploit.: [318, 457, 391, 469]
